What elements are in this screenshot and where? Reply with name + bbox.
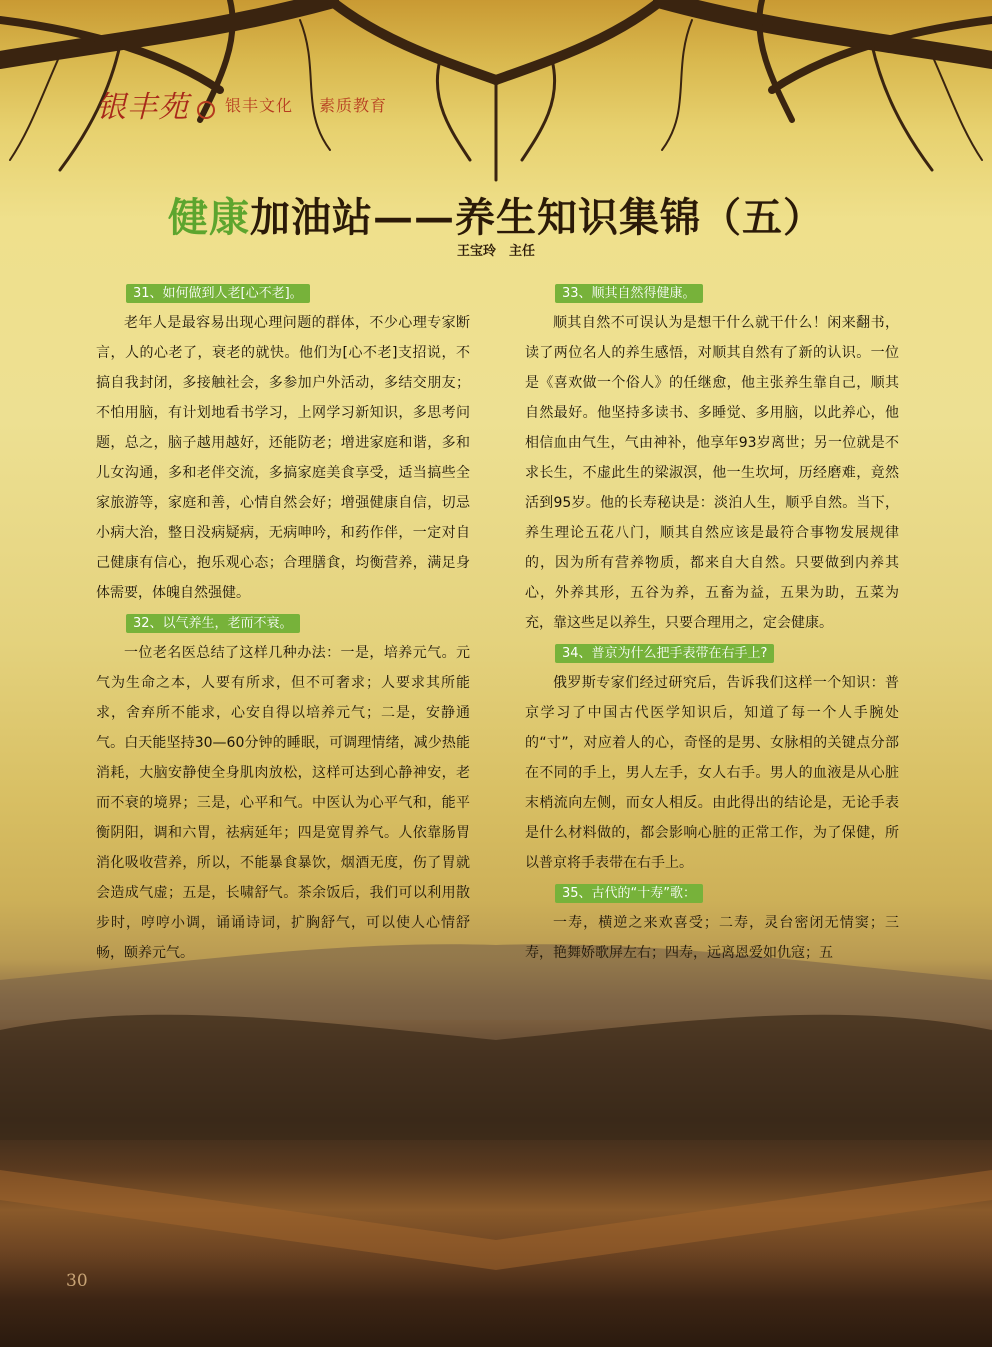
section-heading: 34、普京为什么把手表带在右手上? <box>555 644 774 663</box>
left-column <box>96 278 470 968</box>
section-32 <box>96 608 470 968</box>
article-author: 王宝玲 主任 <box>456 244 535 259</box>
section-34 <box>525 638 899 878</box>
section-body: 一位老名医总结了这样几种办法：一是，培养元气。元气为生命之本，人要有所求，但不可奢求；人要求其所能求，舍弃所不能求，心安自得以培养元气；二是，安静通气。白天能坚持30—60分钟的睡眠，可调理情绪，减少热能消耗，大脑安静使全身肌肉放松，这样可达到心静神安，老而不衰的境界；三是，心平和气。中医认为心平气和，能平衡阴阳，调和六胃，祛病延年；四是宽胃养气。人依靠肠胃消化吸收营养，所以，不能暴食暴饮，烟酒无度，伤了胃就会造成气虚；五是，长啸舒气。茶余饭后，我们可以利用散步时，哼哼小调，诵诵诗词，扩胸舒气，可以使人心情舒畅，颐养元气。 <box>96 645 470 961</box>
section-heading: 35、古代的“十寿”歌： <box>555 884 703 903</box>
section-heading: 31、如何做到人老[心不老]。 <box>126 284 310 303</box>
title-text: 加油站——养生知识集锦（五） <box>250 194 824 241</box>
title-highlight: 健康 <box>168 194 250 241</box>
section-31 <box>96 278 470 608</box>
article-title <box>0 186 992 243</box>
section-body: 老年人是最容易出现心理问题的群体，不少心理专家断言，人的心老了，衰老的就快。他们为[心不老]支招说，不搞自我封闭，多接触社会，多参加户外活动，多结交朋友；不怕用脑，有计划地看书学习，上网学习新知识，多思考问题，总之，脑子越用越好，还能防老；增进家庭和谐，多和儿女沟通，多和老伴交流，多搞家庭美食享受，适当搞些全家旅游等，家庭和善，心情自然会好；增强健康自信，切忌小病大治，整日没病疑病，无病呻吟，和药作伴，一定对自己健康有信心，抱乐观心态；合理膳食，均衡营养，满足身体需要，体魄自然强健。 <box>96 315 470 601</box>
section-body: 顺其自然不可误认为是想干什么就干什么！闲来翻书，读了两位名人的养生感悟，对顺其自然有了新的认识。一位是《喜欢做一个俗人》的任继愈，他主张养生靠自己，顺其自然最好。他坚持多读书、多睡觉、多用脑，以此养心，他相信血由气生，气由神补，他享年93岁离世；另一位就是不求长生，不虚此生的梁淑溟，他一生坎坷，历经磨难，竟然活到95岁。他的长寿秘诀是：淡泊人生，顺乎自然。当下，养生理论五花八门，顺其自然应该是最符合事物发展规律的，因为所有营养物质，都来自大自然。只要做到内养其心，外养其形，五谷为养，五畜为益，五果为助，五菜为充，靠这些足以养生，只要合理用之，定会健康。 <box>525 315 899 631</box>
section-label: 素质教育 <box>319 95 388 115</box>
section-body: 一寿，横逆之来欢喜受；二寿，灵台密闭无情窦；三寿，艳舞娇歌屏左右；四寿，远离恩爱如仇寇；五 <box>525 915 899 961</box>
section-heading: 33、顺其自然得健康。 <box>555 284 703 303</box>
magazine-header <box>96 84 387 124</box>
section-heading: 32、以气养生，老而不衰。 <box>126 614 300 633</box>
landscape-image <box>0 940 992 1347</box>
section-35 <box>525 878 899 968</box>
bullet-icon <box>197 101 215 119</box>
magazine-logo: 银丰苑 <box>96 90 189 125</box>
page-number: 30 <box>66 1271 88 1291</box>
section-33 <box>525 278 899 638</box>
section-body: 俄罗斯专家们经过研究后，告诉我们这样一个知识：普京学习了中国古代医学知识后，知道了每一个人手腕处的“寸”，对应着人的心，奇怪的是男、女脉相的关键点分部在不同的手上，男人左手，女人右手。男人的血液是从心脏末梢流向左侧，而女人相反。由此得出的结论是，无论手表是什么材料做的，都会影响心脏的正常工作，为了保健，所以普京将手表带在右手上。 <box>525 675 899 871</box>
section-label: 银丰文化 <box>225 95 294 115</box>
right-column <box>525 278 899 968</box>
